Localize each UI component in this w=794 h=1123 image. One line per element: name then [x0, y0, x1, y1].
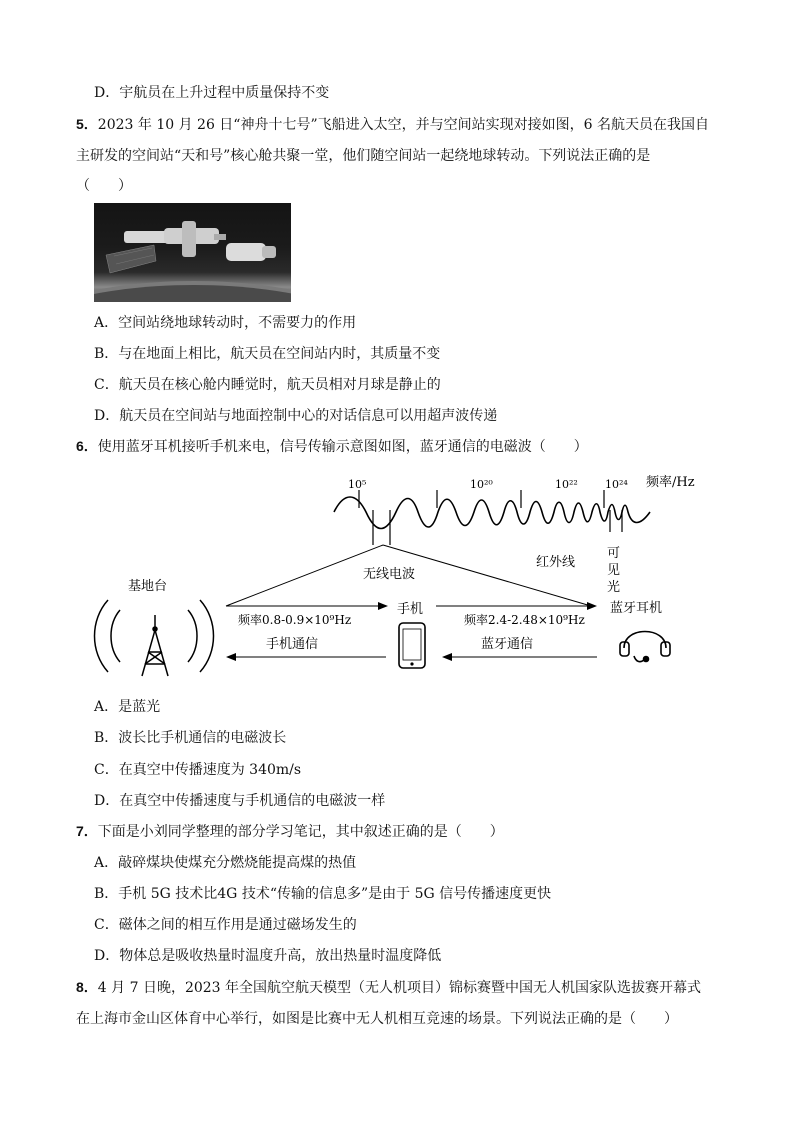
q5-stem-line2: 主研发的空间站“天和号”核心舱共聚一堂，他们随空间站一起绕地球转动。下列说法正确的是: [76, 148, 651, 164]
q7-number: 7．: [76, 823, 98, 839]
q5-stem-line1: [76, 114, 709, 134]
q7-option-c: C．磁体之间的相互作用是通过磁场发生的: [94, 917, 357, 933]
base-station-icon: [95, 600, 214, 676]
q6-option-d: D．在真空中传播速度与手机通信的电磁波一样: [94, 793, 386, 809]
q7-option-a: A．敲碎煤块使煤充分燃烧能提高煤的热值: [94, 855, 357, 871]
visible-light-label-3: 光: [607, 580, 621, 595]
earphone-icon: [620, 632, 670, 662]
q6-option-b: B．波长比手机通信的电磁波长: [94, 730, 287, 746]
bluetooth-frequency-label: 频率2.4-2.48×10⁹Hz: [464, 613, 585, 627]
space-station-photo: [94, 203, 291, 302]
phone-icon: [399, 623, 425, 668]
q5-answer-blank: （ ）: [76, 178, 132, 194]
radio-wave-label: 无线电波: [363, 567, 416, 582]
infrared-label: 红外线: [536, 555, 576, 570]
visible-light-label-1: 可: [607, 546, 621, 561]
q7-option-d: D．物体总是吸收热量时温度升高，放出热量时温度降低: [94, 948, 442, 964]
space-station-illustration: [94, 203, 291, 302]
frequency-axis-label: 频率/Hz: [646, 475, 695, 490]
bluetooth-communication-label: 蓝牙通信: [481, 637, 534, 652]
q5-number: 5．: [76, 116, 98, 132]
q8-stem-line2: 在上海市金山区体育中心举行，如图是比赛中无人机相互竞速的场景。下列说法正确的是（ ）: [76, 1011, 678, 1027]
q6-option-a: A．是蓝光: [94, 699, 161, 715]
tick-label-1e20: 10²⁰: [470, 478, 493, 491]
q7-text: 下面是小刘同学整理的部分学习笔记，其中叙述正确的是（ ）: [97, 824, 504, 840]
signal-transmission-diagram: [0, 465, 794, 690]
q5-option-a: A．空间站绕地球转动时，不需要力的作用: [94, 315, 357, 331]
q6-stem: [76, 436, 588, 456]
earphone-label: 蓝牙耳机: [610, 601, 663, 616]
q4-option-d: D．宇航员在上升过程中质量保持不变: [94, 85, 330, 101]
tick-label-1e22: 10²²: [555, 478, 578, 491]
q7-option-b: B．手机 5G 技术比4G 技术“传输的信息多”是由于 5G 信号传播速度更快: [94, 886, 552, 902]
q8-stem-line1: [76, 977, 701, 997]
q8-text-1: 4 月 7 日晚，2023 年全国航空航天模型（无人机项目）锦标赛暨中国无人机国家队选拔赛开幕式: [97, 980, 702, 996]
q5-text-1: 2023 年 10 月 26 日“神舟十七号”飞船进入太空，并与空间站实现对接如图，6 名航天员在我国自: [97, 117, 709, 133]
q5-option-c: C．航天员在核心舱内睡觉时，航天员相对月球是静止的: [94, 377, 441, 393]
phone-label: 手机: [397, 602, 424, 617]
q7-stem: [76, 821, 504, 841]
phone-communication-label: 手机通信: [266, 637, 319, 652]
tick-label-1e24: 10²⁴: [605, 478, 628, 491]
q5-option-b: B．与在地面上相比，航天员在空间站内时，其质量不变: [94, 346, 441, 362]
q6-number: 6．: [76, 438, 98, 454]
phone-frequency-label: 频率0.8-0.9×10⁹Hz: [238, 613, 352, 627]
visible-light-label-2: 见: [607, 563, 621, 578]
q5-option-d: D．航天员在空间站与地面控制中心的对话信息可以用超声波传递: [94, 408, 498, 424]
tick-label-1e5: 10⁵: [348, 478, 367, 491]
q6-text: 使用蓝牙耳机接听手机来电，信号传输示意图如图，蓝牙通信的电磁波（ ）: [97, 439, 588, 455]
q8-number: 8．: [76, 979, 98, 995]
spectrum-wave: [334, 497, 650, 529]
q6-option-c: C．在真空中传播速度为 340m/s: [94, 762, 302, 778]
base-station-label: 基地台: [128, 579, 168, 594]
